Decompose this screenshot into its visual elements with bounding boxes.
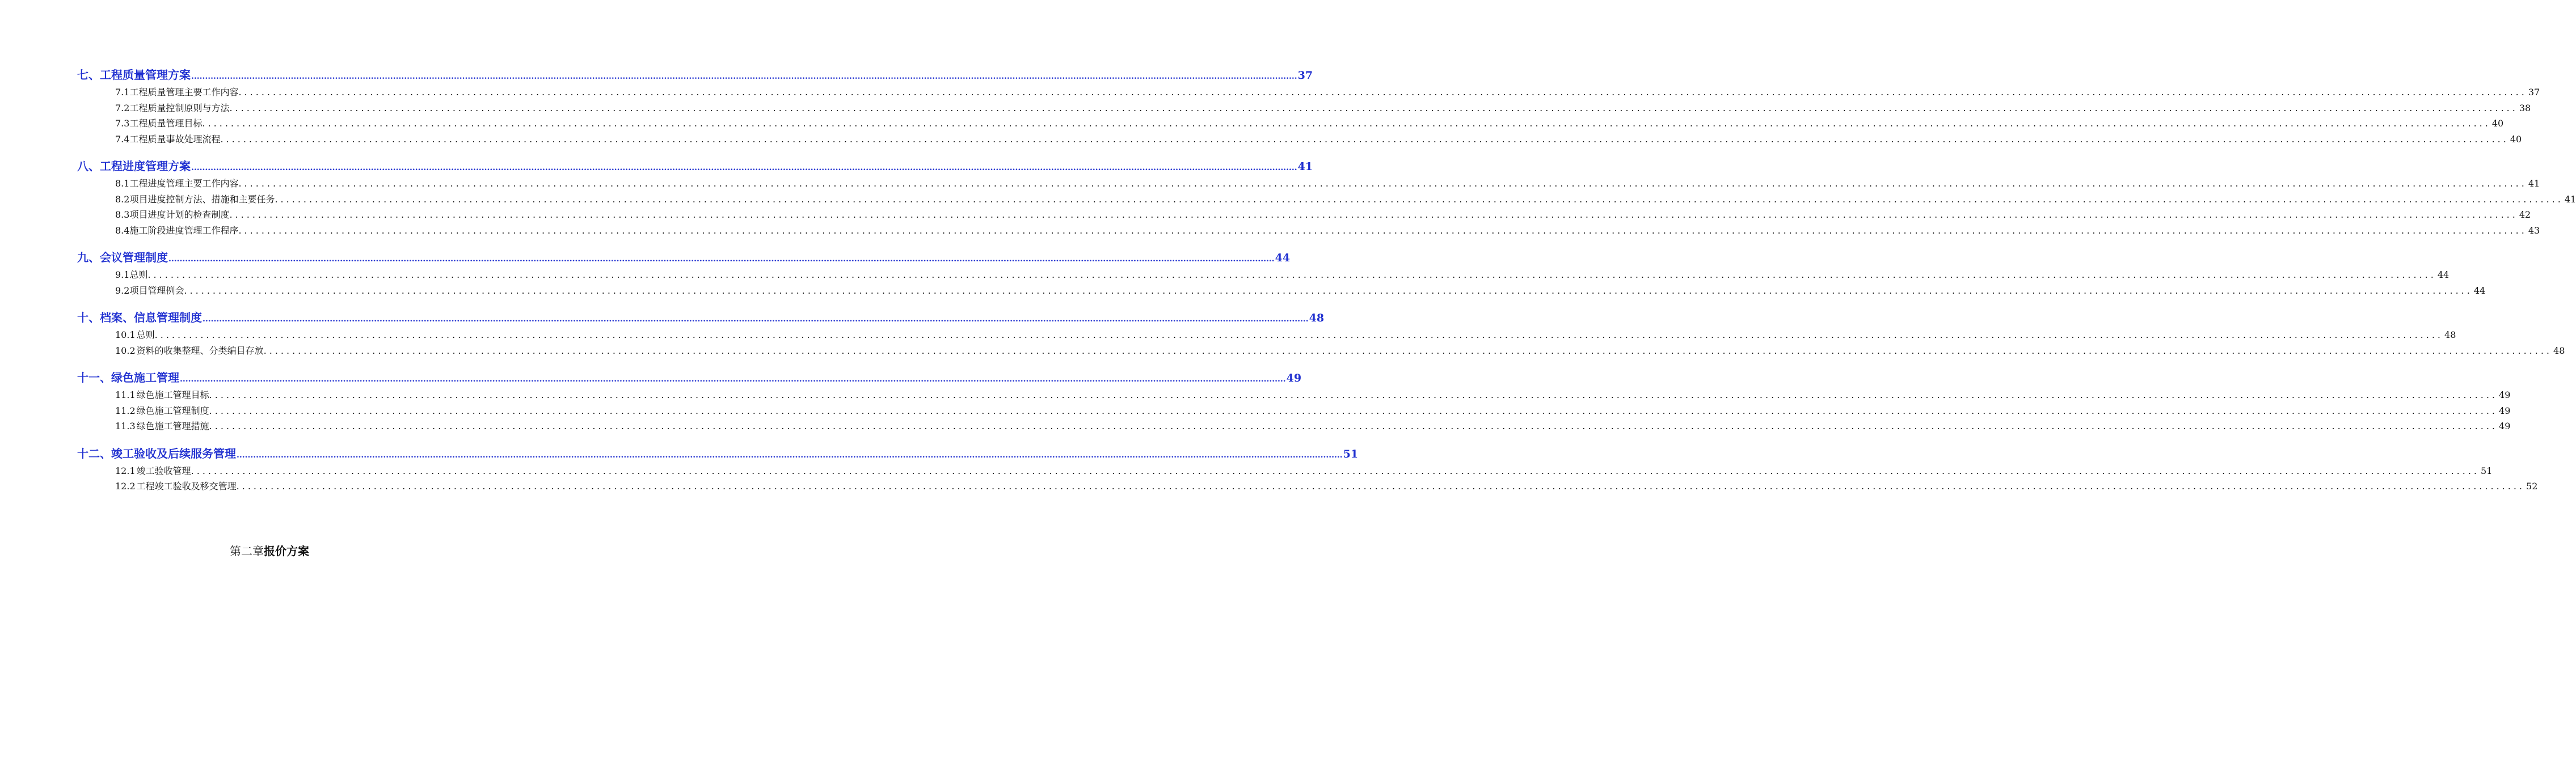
toc-subsection-entry[interactable] [115,192,2576,208]
toc-subsection-page: 43 [2528,225,2540,236]
dot-leader: ................................................................................................................................................................................................................................................................................................................................................................................................................ [191,465,2480,476]
toc-subsection-number: 7.3 [115,118,130,129]
toc-subsection-title: 工程质量管理主要工作内容 [129,87,239,98]
toc-subsection-number: 9.2 [115,285,130,296]
toc-subsection-page: 38 [2519,102,2531,113]
dot-leader: ................................................................................................................................................................................................................................................................................................................................................................................................................ [238,178,2527,189]
toc-subsection-number: 10.1 [115,329,136,340]
toc-subsection-title: 项目进度控制方法、措施和主要任务 [129,193,275,205]
toc-subsection-page: 40 [2491,118,2504,129]
toc-subsection-number: 7.1 [115,87,130,98]
dot-leader: ................................................................................................................................................................................................................................................................................................................................................................................................................ [238,87,2527,98]
toc-subsection-entry[interactable] [115,419,2511,435]
toc-subsection-title: 绿色施工管理制度 [136,405,209,416]
dot-leader: ................................................................................................................................................................................................................................................................................................................................................................................................................ [263,345,2553,356]
toc-subsection-entry[interactable] [115,223,2540,239]
toc-subsection-number: 8.3 [115,209,130,220]
toc-subsection-title: 资料的收集整理、分类编目存放 [136,345,264,356]
chapter-title: 报价方案 [264,544,309,558]
toc-subsection-title: 施工阶段进度管理工作程序 [129,225,239,236]
toc-subsection-number: 8.4 [115,225,130,236]
toc-subsection-title: 工程质量控制原则与方法 [129,102,230,113]
toc-section-page: 44 [1275,252,1291,264]
toc-subsection-entry[interactable] [115,464,2493,480]
dot-leader: ................................................................................................................................................................................................................................................................................................................................................................................................................ [184,285,2473,296]
toc-subsection-page: 49 [2499,421,2511,431]
toc-section-page: 41 [1297,160,1313,173]
toc-subsection-title: 工程竣工验收及移交管理 [136,481,237,492]
toc-subsection-entry[interactable] [115,344,2565,359]
toc-subsection-entry[interactable] [115,116,2504,132]
toc-subsection-number: 12.1 [115,465,136,476]
dot-leader: ................................................................................................................................................................................................................................................................................................................................................................................................................ [275,193,2564,205]
toc-subsection-page: 44 [2473,285,2486,296]
dot-leader: ................................................................................................................................................................................................................................................................................................................................................................................................................ [202,118,2491,129]
dot-leader: ................................................................................................................................................................................................................................................................................................................................................................................................................ [238,225,2527,236]
toc-subsection-number: 8.1 [115,178,130,189]
chapter-heading [0,542,539,558]
toc-subsection-number: 11.3 [115,421,136,431]
dot-leader: ................................................................................................................................................................................................................................................................................................................................................................................................................ [180,375,1286,384]
dot-leader: ................................................................................................................................................................................................................................................................................................................................................................................................................ [191,72,1297,81]
toc-subsection-title: 工程质量管理目标 [129,118,203,129]
dot-leader: ................................................................................................................................................................................................................................................................................................................................................................................................................ [237,450,1343,460]
toc-subsection-title: 竣工验收管理 [136,465,191,476]
toc-subsection-title: 项目管理例会 [129,285,184,296]
dot-leader: ................................................................................................................................................................................................................................................................................................................................................................................................................ [220,133,2509,145]
toc-section-entry[interactable] [77,369,1302,388]
dot-leader: ................................................................................................................................................................................................................................................................................................................................................................................................................ [147,269,2436,280]
dot-leader: ................................................................................................................................................................................................................................................................................................................................................................................................................ [209,405,2498,416]
toc-subsection-number: 9.1 [115,269,130,280]
toc-subsection-entry[interactable] [115,328,2456,344]
dot-leader: ................................................................................................................................................................................................................................................................................................................................................................................................................ [154,329,2444,340]
toc-subsection-page: 49 [2499,390,2511,400]
toc-subsection-number: 8.2 [115,193,130,205]
toc-section-entry[interactable] [77,66,1313,85]
toc-section-entry[interactable] [77,308,1325,328]
toc-subsection-number: 10.2 [115,345,136,356]
toc-subsection-entry[interactable] [115,85,2540,101]
dot-leader: ................................................................................................................................................................................................................................................................................................................................................................................................................ [191,163,1297,172]
toc-subsection-title: 工程进度管理主要工作内容 [129,178,239,189]
toc-section-page: 49 [1286,372,1302,384]
toc-subsection-title: 项目进度计划的检查制度 [129,209,230,220]
toc-subsection-title: 总则 [136,329,155,340]
toc-subsection-entry[interactable] [115,479,2538,495]
toc-subsection-number: 11.1 [115,390,136,400]
toc-subsection-page: 41 [2528,178,2540,189]
toc-subsection-page: 48 [2444,329,2456,340]
toc-subsection-entry[interactable] [115,404,2511,420]
toc-subsection-page: 44 [2437,269,2449,280]
toc-subsection-page: 51 [2481,465,2493,476]
toc-section-entry[interactable] [77,248,1291,268]
dot-leader: ................................................................................................................................................................................................................................................................................................................................................................................................................ [209,390,2498,400]
toc-subsection-number: 7.2 [115,102,130,113]
dot-leader: ................................................................................................................................................................................................................................................................................................................................................................................................................ [168,255,1275,264]
toc-subsection-entry[interactable] [115,283,2486,299]
toc-section-title: 十、档案、信息管理制度 [77,311,202,324]
toc-section-entry[interactable] [77,157,1313,176]
toc-subsection-page: 49 [2499,405,2511,416]
dot-leader: ................................................................................................................................................................................................................................................................................................................................................................................................................ [209,421,2498,431]
toc-subsection-title: 绿色施工管理措施 [136,421,209,431]
toc-subsection-page: 41 [2564,193,2576,205]
dot-leader: ................................................................................................................................................................................................................................................................................................................................................................................................................ [203,315,1309,324]
dot-leader: ................................................................................................................................................................................................................................................................................................................................................................................................................ [236,481,2526,492]
toc-subsection-entry[interactable] [115,388,2511,404]
toc-section-page: 51 [1343,447,1359,460]
toc-subsection-page: 52 [2526,481,2538,492]
toc-section-title: 九、会议管理制度 [77,251,168,264]
toc-subsection-title: 绿色施工管理目标 [136,390,209,400]
toc-section-entry[interactable] [77,444,1359,464]
toc-subsection-number: 11.2 [115,405,136,416]
toc-subsection-entry[interactable] [115,101,2531,117]
toc-section-title: 十一、绿色施工管理 [77,371,179,384]
toc-subsection-title: 工程质量事故处理流程 [129,133,221,145]
toc-subsection-number: 7.4 [115,133,130,145]
toc-section-title: 八、工程进度管理方案 [77,159,191,173]
table-of-contents [77,66,2576,495]
toc-section-title: 十二、竣工验收及后续服务管理 [77,446,236,460]
toc-subsection-page: 48 [2553,345,2565,356]
toc-subsection-entry[interactable] [115,268,2449,283]
dot-leader: ................................................................................................................................................................................................................................................................................................................................................................................................................ [229,102,2518,113]
toc-subsection-entry[interactable] [115,208,2531,223]
toc-subsection-entry[interactable] [115,132,2522,148]
toc-section-page: 37 [1297,69,1313,82]
dot-leader: ................................................................................................................................................................................................................................................................................................................................................................................................................ [229,209,2518,220]
toc-subsection-number: 12.2 [115,481,136,492]
toc-subsection-page: 42 [2519,209,2531,220]
toc-subsection-page: 40 [2510,133,2522,145]
toc-section-page: 48 [1309,312,1325,324]
toc-subsection-title: 总则 [129,269,148,280]
toc-subsection-entry[interactable] [115,176,2540,192]
toc-section-title: 七、工程质量管理方案 [77,68,191,82]
chapter-prefix: 第二章 [230,544,264,558]
toc-subsection-page: 37 [2528,87,2540,98]
